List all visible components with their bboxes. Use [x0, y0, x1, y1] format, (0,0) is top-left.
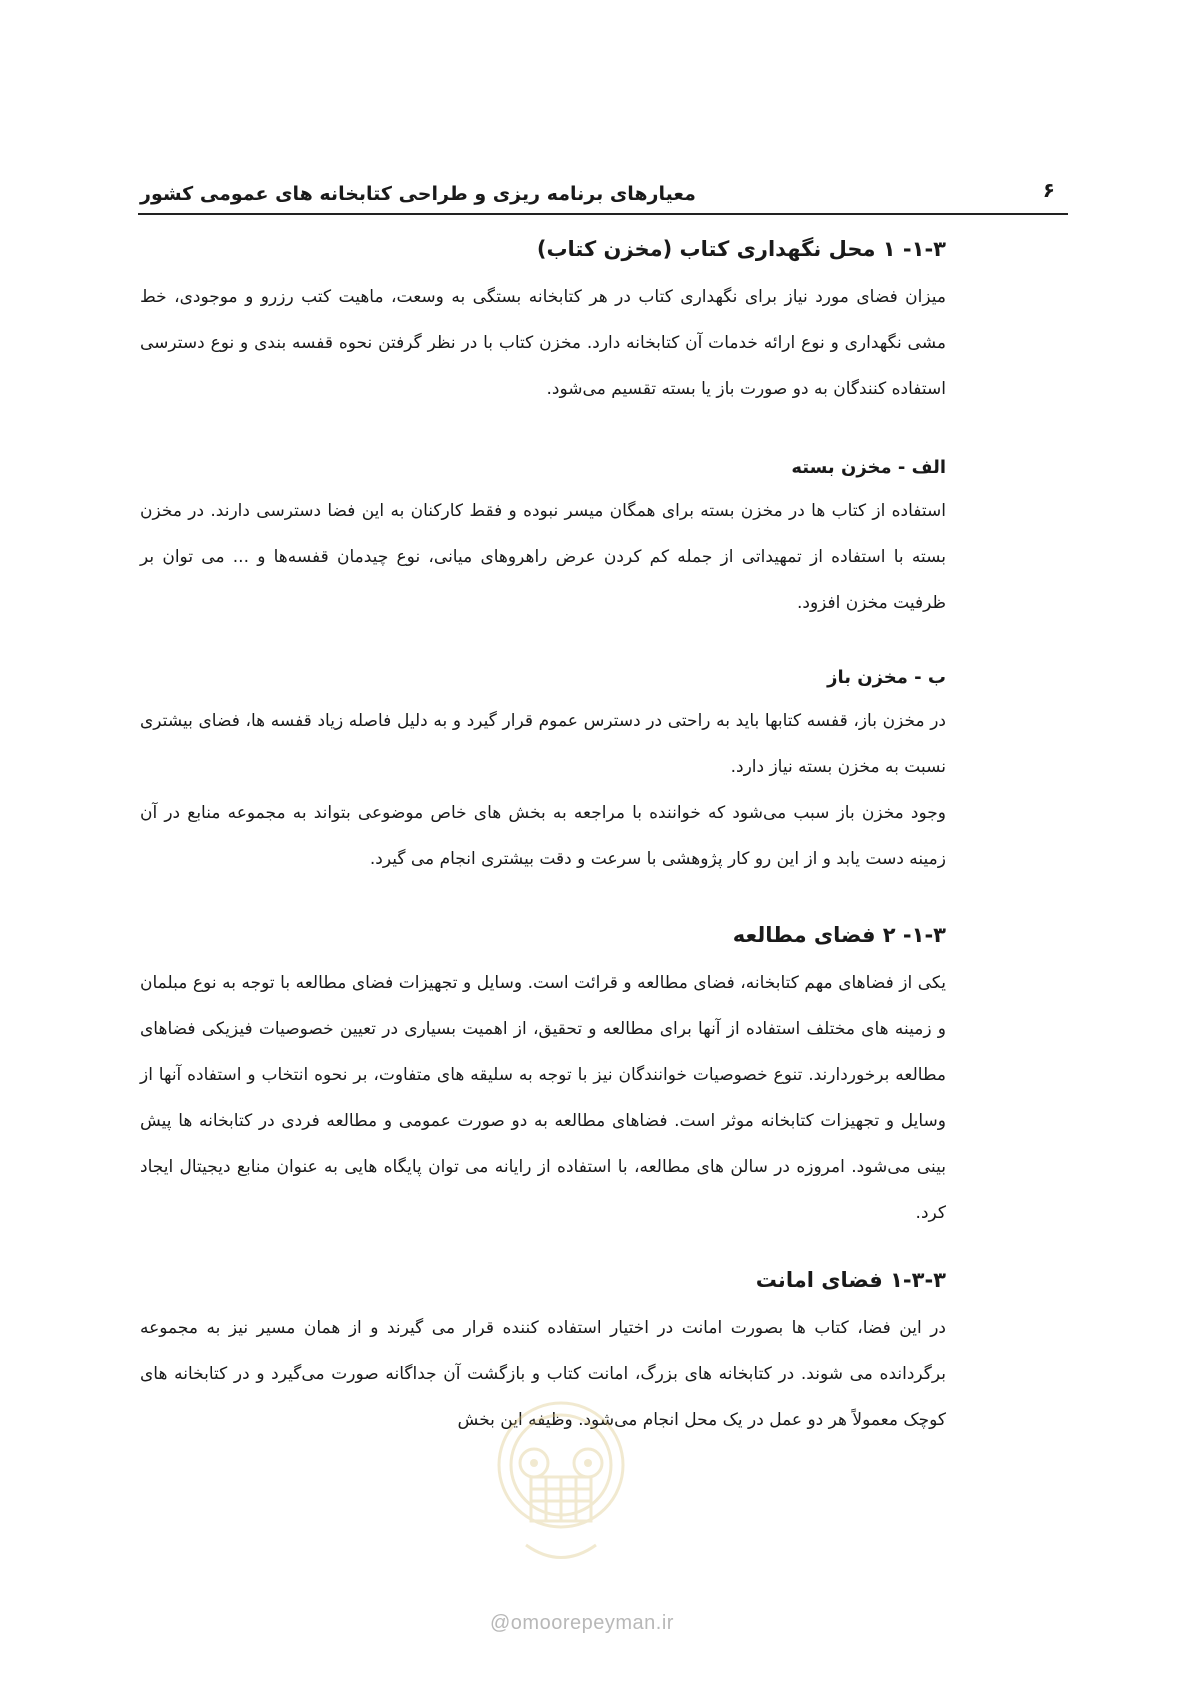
section-closed-stacks	[140, 454, 946, 626]
subsection-paragraph: استفاده از کتاب ها در مخزن بسته برای همگان میسر نبوده و فقط کارکنان به این فضا دسترسی دارند. در مخزن بسته با استفاده از تمهیداتی از جمله کم کردن عرض راهروهای میانی، نوع چیدمان قفسه‌ها و ... می توان بر ظرفیت مخزن افزود.	[140, 501, 946, 613]
section-paragraph: یکی از فضاهای مهم کتابخانه، فضای مطالعه و قرائت است. وسایل و تجهیزات فضای مطالعه با توجه به نوع مبلمان و زمینه های مختلف استفاده از آنها برای مطالعه و تحقیق، از اهمیت بسیاری در تعیین خصوصیات فیزیکی فضاهای مطالعه برخوردارند. تنوع خصوصیات خوانندگان نیز با توجه به سلیقه های متفاوت، بر نحوه انتخاب و استفاده آنها از وسایل و تجهیزات کتابخانه موثر است. فضاهای مطالعه به دو صورت عمومی و مطالعه فردی در کتابخانه ها پیش بینی می‌شود. امروزه در سالن های مطالعه، با استفاده از رایانه می توان پایگاه هایی به عنوان منابع دیجیتال ایجاد کرد.	[140, 973, 946, 1223]
section-heading: ۱-۳- ۱ محل نگهداری کتاب (مخزن کتاب)	[536, 237, 946, 261]
section-heading: ۱-۳- ۲ فضای مطالعه	[732, 923, 946, 947]
section-study-space	[140, 920, 946, 1236]
section-paragraph: میزان فضای مورد نیاز برای نگهداری کتاب در هر کتابخانه بستگی به وسعت، ماهیت کتب رزرو و موجودی، خط مشی نگهداری و نوع ارائه خدمات آن کتابخانه دارد. مخزن کتاب با در نظر گرفتن نحوه قفسه بندی و نوع دسترسی استفاده کنندگان به دو صورت باز یا بسته تقسیم می‌شود.	[140, 287, 946, 399]
subsection-heading: ب - مخزن باز	[827, 667, 946, 688]
watermark-handle: @omoorepeyman.ir	[490, 1612, 674, 1634]
section-heading: ۱-۳-۳ فضای امانت	[755, 1268, 946, 1292]
header-rule	[138, 213, 1068, 215]
subsection-paragraph-2: وجود مخزن باز سبب می‌شود که خواننده با مراجعه به بخش های خاص موضوعی بتواند به مجموعه منابع در آن زمینه دست یابد و از این رو کار پژوهشی با سرعت و دقت بیشتری انجام می گیرد.	[140, 803, 946, 869]
seal-logo-icon	[486, 1385, 636, 1585]
section-paragraph: در این فضا، کتاب ها بصورت امانت در اختیار استفاده کننده قرار می گیرند و از همان مسیر نیز به مجموعه برگردانده می شوند. در کتابخانه های بزرگ، امانت کتاب و بازگشت آن جداگانه صورت می‌گیرد و در کتابخانه های کوچک معمولاً هر دو عمل در یک محل انجام می‌شود. وظیفه این بخش	[140, 1318, 946, 1430]
running-header-title: معیارهای برنامه ریزی و طراحی کتابخانه های عمومی کشور	[140, 183, 696, 205]
page-number: ۶	[1042, 178, 1055, 202]
section-open-stacks	[140, 664, 946, 882]
subsection-heading: الف - مخزن بسته	[791, 457, 946, 478]
subsection-paragraph: در مخزن باز، قفسه کتابها باید به راحتی در دسترس عموم قرار گیرد و به دلیل فاصله زیاد قفسه ها، فضای بیشتری نسبت به مخزن بسته نیاز دارد.	[140, 711, 946, 777]
section-book-storage	[140, 234, 946, 412]
